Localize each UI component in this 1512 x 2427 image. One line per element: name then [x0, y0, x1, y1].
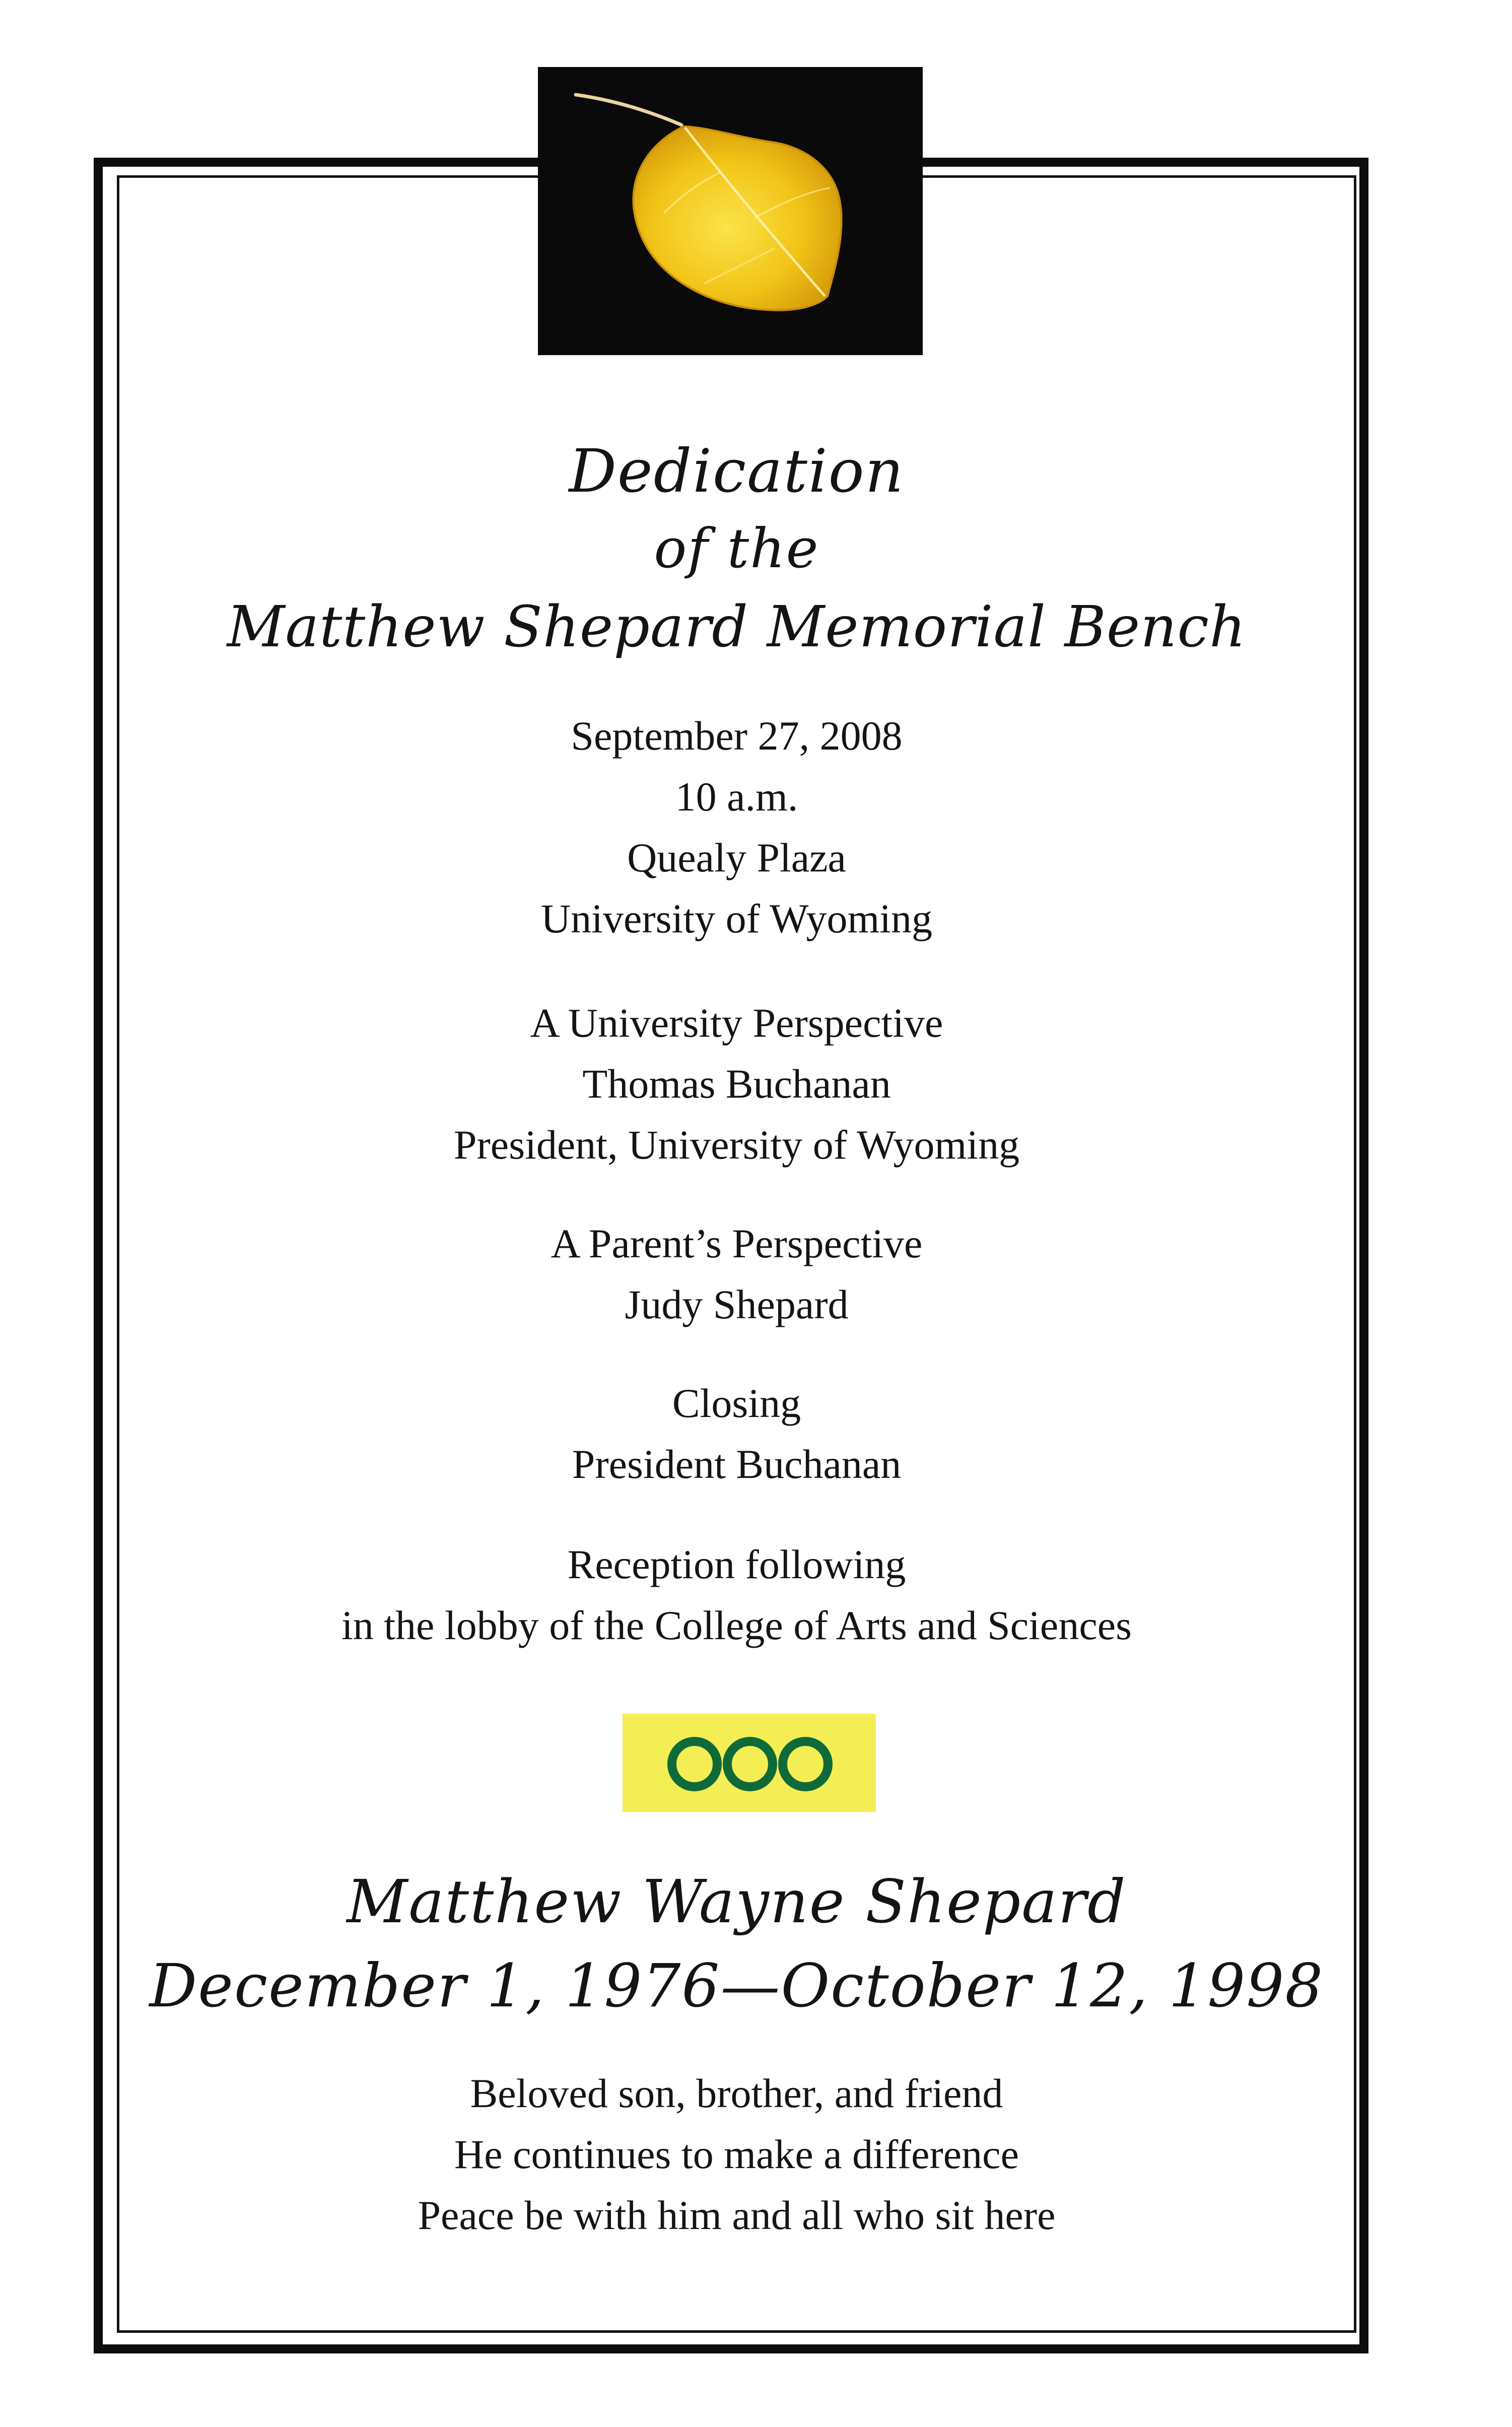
- epitaph-line: Peace be with him and all who sit here: [418, 2192, 1056, 2238]
- program-speaker: Thomas Buchanan: [582, 1061, 891, 1107]
- program-heading: Closing: [672, 1380, 801, 1426]
- event-institution: University of Wyoming: [540, 896, 933, 941]
- program-heading: A University Perspective: [530, 1000, 943, 1046]
- reception-line-1: Reception following: [567, 1541, 906, 1587]
- program-closing: [117, 1373, 1356, 1495]
- three-rings-logo-icon: [623, 1714, 876, 1812]
- aspen-leaf-icon: [538, 67, 923, 355]
- program-speaker-role: President, University of Wyoming: [453, 1122, 1020, 1168]
- epitaph-line: Beloved son, brother, and friend: [470, 2070, 1003, 2116]
- program-heading: A Parent’s Perspective: [551, 1221, 923, 1266]
- event-time: 10 a.m.: [675, 774, 798, 820]
- reception-line-2: in the lobby of the College of Arts and Sciences: [341, 1602, 1132, 1648]
- title-dedication: Dedication: [569, 436, 905, 506]
- memorial-name: Matthew Wayne Shepard: [347, 1867, 1127, 1936]
- program-parent-perspective: [117, 1213, 1356, 1335]
- event-details: [117, 705, 1356, 949]
- program-university-perspective: [117, 992, 1356, 1175]
- event-date: September 27, 2008: [571, 713, 903, 759]
- epitaph-line: He continues to make a difference: [454, 2131, 1019, 2177]
- reception-note: [117, 1534, 1356, 1656]
- program-speaker: Judy Shepard: [625, 1282, 849, 1327]
- memorial-dates: December 1, 1976—October 12, 1998: [149, 1951, 1324, 2020]
- epitaph: [117, 2063, 1356, 2246]
- event-location: Quealy Plaza: [627, 835, 846, 881]
- title-memorial-bench: Matthew Shepard Memorial Bench: [227, 594, 1247, 660]
- title-of-the: of the: [654, 517, 819, 580]
- program-speaker: President Buchanan: [572, 1441, 902, 1487]
